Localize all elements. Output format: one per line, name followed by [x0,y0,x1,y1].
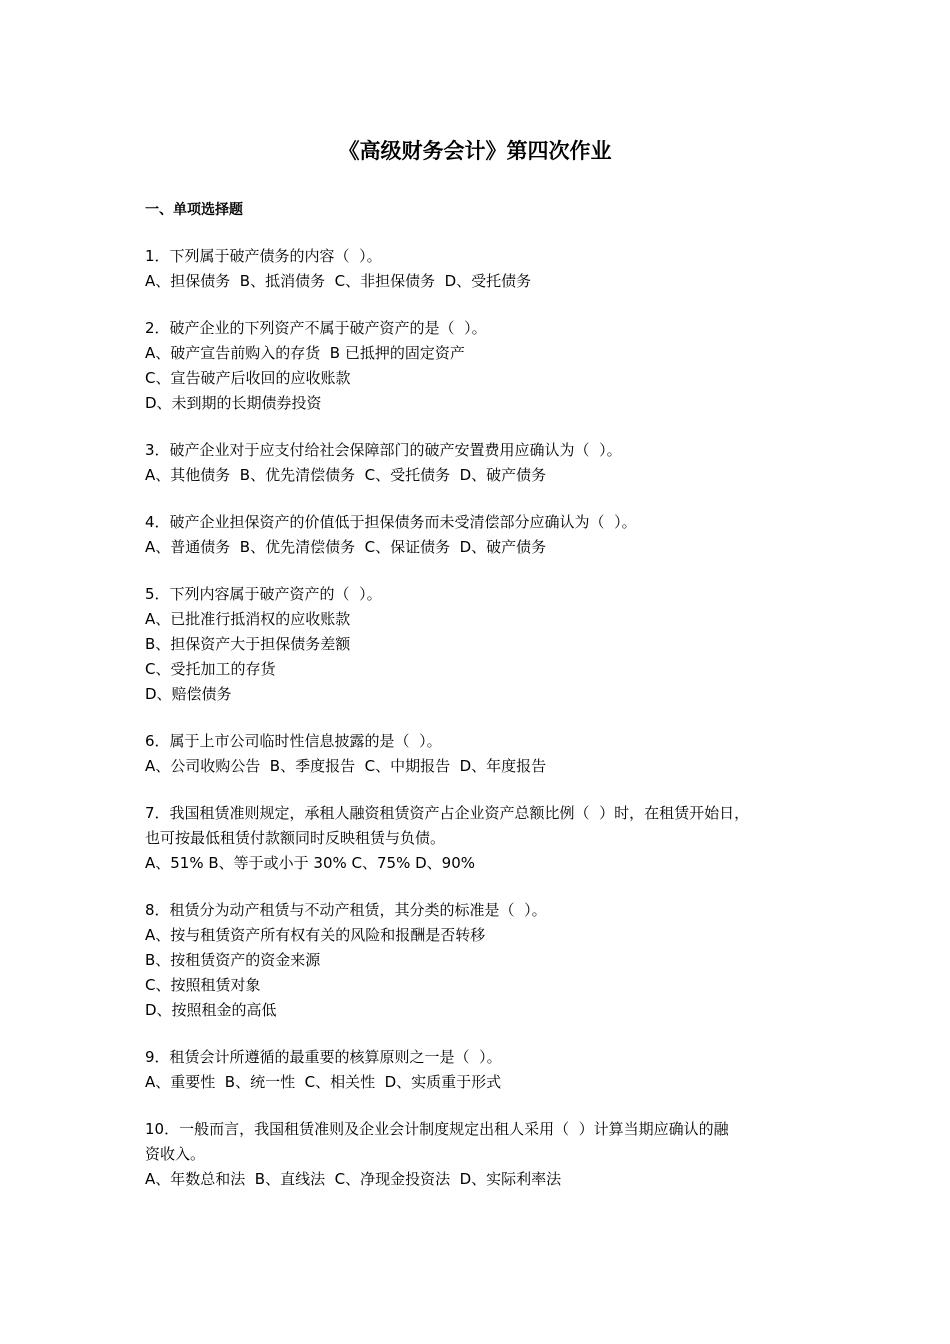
question-6-stem: 6．属于上市公司临时性信息披露的是（ ）。 [145,732,442,750]
question-2-stem: 2．破产企业的下列资产不属于破产资产的是（ ）。 [145,319,487,337]
question-2 [145,316,825,416]
question-9-stem: 9．租赁会计所遵循的最重要的核算原则之一是（ ）。 [145,1048,502,1066]
question-8 [145,898,825,1023]
question-7-stem-continued: 也可按最低租赁付款额同时反映租赁与负债。 [145,829,446,847]
question-8-option-line: A、按与租赁资产所有权有关的风险和报酬是否转移 [145,926,486,944]
question-3-stem: 3．破产企业对于应支付给社会保障部门的破产安置费用应确认为（ ）。 [145,441,622,459]
question-9 [145,1045,825,1095]
question-5-option-line: A、已批准行抵消权的应收账款 [145,610,351,628]
document-title: 《高级财务会计》第四次作业 [338,139,612,163]
question-2-option-line: C、宣告破产后收回的应收账款 [145,369,351,387]
question-1 [145,244,825,294]
question-8-option-line: D、按照租金的高低 [145,1001,277,1019]
question-5-option-line: B、担保资产大于担保债务差额 [145,635,351,653]
question-5 [145,582,825,707]
section-heading: 一、单项选择题 [145,202,243,218]
question-6-options: A、公司收购公告 B、季度报告 C、中期报告 D、年度报告 [145,757,547,775]
question-7-options: A、51% B、等于或小于 30% C、75% D、90% [145,854,476,872]
question-5-option-line: D、赔偿债务 [145,685,232,703]
question-10-stem-continued: 资收入。 [145,1145,206,1163]
question-3-options: A、其他债务 B、优先清偿债务 C、受托债务 D、破产债务 [145,466,547,484]
question-4-options: A、普通债务 B、优先清偿债务 C、保证债务 D、破产债务 [145,538,547,556]
question-7-stem: 7．我国租赁准则规定，承租人融资租赁资产占企业资产总额比例（ ）时，在租赁开始日， [145,804,750,822]
question-list [145,244,825,1214]
question-5-option-line: C、受托加工的存货 [145,660,276,678]
question-7 [145,801,825,876]
question-2-option-line: D、未到期的长期债券投资 [145,394,322,412]
question-3 [145,438,825,488]
question-6 [145,729,825,779]
question-4 [145,510,825,560]
question-1-stem: 1．下列属于破产债务的内容（ ）。 [145,247,382,265]
question-10-stem: 10．一般而言，我国租赁准则及企业会计制度规定出租人采用（ ）计算当期应确认的融 [145,1120,729,1138]
question-2-option-line: A、破产宣告前购入的存货 B 已抵押的固定资产 [145,344,465,362]
question-8-option-line: B、按租赁资产的资金来源 [145,951,321,969]
question-1-options: A、担保债务 B、抵消债务 C、非担保债务 D、受托债务 [145,272,532,290]
question-8-option-line: C、按照租赁对象 [145,976,261,994]
question-5-stem: 5．下列内容属于破产资产的（ ）。 [145,585,382,603]
question-4-stem: 4．破产企业担保资产的价值低于担保债务而未受清偿部分应确认为（ ）。 [145,513,637,531]
question-10-options: A、年数总和法 B、直线法 C、净现金投资法 D、实际利率法 [145,1170,562,1188]
question-9-options: A、重要性 B、统一性 C、相关性 D、实质重于形式 [145,1073,502,1091]
question-8-stem: 8．租赁分为动产租赁与不动产租赁，其分类的标准是（ ）。 [145,901,547,919]
question-10 [145,1117,825,1192]
